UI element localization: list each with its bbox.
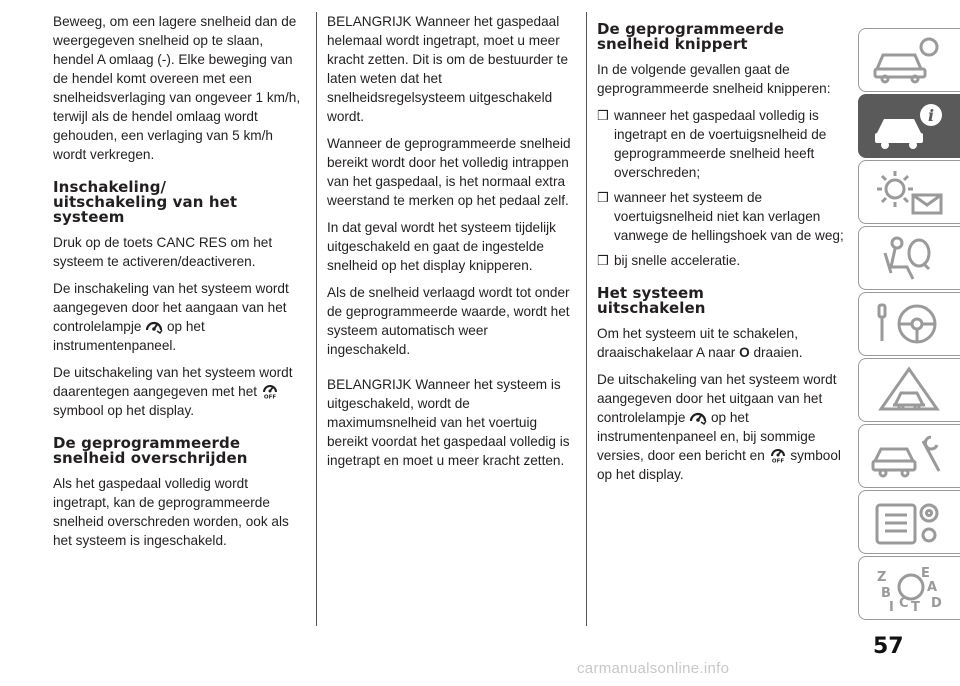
speedometer-off-icon	[769, 447, 787, 463]
speedometer-off-icon	[261, 383, 279, 399]
paragraph: Druk op de toets CANC RES om het systeem te activeren/deactiveren.	[53, 235, 273, 269]
svg-text:I: I	[889, 600, 894, 613]
svg-text:Z: Z	[877, 570, 887, 585]
car-maintenance-icon	[871, 431, 947, 481]
svg-text:E: E	[921, 566, 930, 581]
starting-driving-icon	[871, 299, 947, 349]
section-heading: Het systeem uitschakelen	[597, 284, 706, 317]
paragraph: De uitschakeling van het systeem wordt aangegeven door het uitgaan van het controlelampje op het instrumentenpaneel en, bij sommige versies, door een bericht en OFF symbool op het display.	[597, 372, 841, 482]
column-divider	[316, 12, 317, 626]
svg-text:OFF: OFF	[263, 394, 276, 399]
svg-text:OFF: OFF	[771, 458, 784, 463]
svg-text:D: D	[931, 596, 942, 611]
paragraph: Om het systeem uit te schakelen, draaischakelaar A naar O draaien.	[597, 326, 803, 360]
paragraph: Als de snelheid verlaagd wordt tot onder de geprogrammeerde waarde, wordt het systeem automatisch weer ingeschakeld.	[327, 285, 570, 357]
column-3	[597, 12, 847, 492]
technical-data-icon	[871, 497, 947, 547]
svg-text:A: A	[927, 580, 938, 595]
list-item: ❒ wanneer het gaspedaal volledig is ingetrapt en de voertuigsnelheid de geprogrammeerde snelheid heeft overschreden;	[597, 108, 827, 180]
airbag-seat-icon	[871, 233, 947, 283]
section-heading: De geprogrammeerde snelheid knippert	[597, 20, 785, 53]
speedometer-icon	[689, 409, 707, 425]
paragraph: De inschakeling van het systeem wordt aangegeven door het aangaan van het controlelampje op het instrumentenpaneel.	[53, 281, 289, 353]
watermark: carmanualsonline.info	[577, 660, 730, 677]
section-heading: Inschakeling/ uitschakeling van het systeem	[53, 178, 238, 226]
tab-car-dashboard[interactable]	[858, 28, 960, 92]
column-1	[53, 12, 305, 558]
page-number: 57	[873, 634, 904, 659]
chapter-tabs	[858, 28, 960, 622]
paragraph: In dat geval wordt het systeem tijdelijk uitgeschakeld en gaat de ingestelde snelheid op het display knipperen.	[327, 220, 556, 273]
car-info-icon	[871, 101, 947, 151]
paragraph: De uitschakeling van het systeem wordt daarentegen aangegeven met het OFF symbool op het display.	[53, 365, 293, 418]
road-warning-icon	[871, 365, 947, 415]
checkbox-bullet-icon: ❒	[597, 108, 609, 123]
index-icon	[871, 563, 947, 613]
svg-text:B: B	[881, 586, 891, 601]
warning-lights-icon	[871, 167, 947, 217]
column-2	[327, 12, 573, 478]
tab-index[interactable]	[858, 556, 960, 620]
tab-car-maintenance[interactable]	[858, 424, 960, 488]
tab-technical-data[interactable]	[858, 490, 960, 554]
paragraph: Als het gaspedaal volledig wordt ingetrapt, kan de geprogrammeerde snelheid overschreden worden, ook als het systeem is ingeschakeld.	[53, 476, 289, 548]
list-item: ❒ bij snelle acceleratie.	[597, 253, 741, 268]
checkbox-bullet-icon: ❒	[597, 253, 609, 268]
tab-car-info[interactable]	[858, 94, 960, 158]
section-heading: De geprogrammeerde snelheid overschrijden	[53, 434, 248, 467]
paragraph: BELANGRIJK Wanneer het gaspedaal helemaal wordt ingetrapt, moet u meer kracht zetten. Dit is om de bestuurder te laten weten dat het snelheidsregelsysteem uitgeschakeld wordt.	[327, 14, 569, 124]
paragraph: In de volgende gevallen gaat de geprogrammeerde snelheid knipperen:	[597, 62, 831, 96]
svg-text:C: C	[899, 596, 909, 611]
svg-text:i: i	[927, 106, 935, 125]
paragraph: Wanneer de geprogrammeerde snelheid bereikt wordt door het volledig intrappen van het gaspedaal, is het normaal extra weerstand te merken op het pedaal zelf.	[327, 136, 571, 208]
tab-airbag-seat[interactable]	[858, 226, 960, 290]
speedometer-icon	[145, 318, 163, 334]
tab-road-warning[interactable]	[858, 358, 960, 422]
list-item: ❒ wanneer het systeem de voertuigsnelheid niet kan verlagen vanwege de hellingshoek van de weg;	[597, 190, 844, 243]
svg-text:T: T	[911, 600, 920, 613]
paragraph: BELANGRIJK Wanneer het systeem is uitgeschakeld, wordt de maximumsnelheid van het voertuig bereikt voordat het gaspedaal volledig is ingetrapt en moet u meer kracht zetten.	[327, 377, 570, 468]
tab-starting-driving[interactable]	[858, 292, 960, 356]
paragraph: Beweeg, om een lagere snelheid dan de weergegeven snelheid op te slaan, hendel A omlaag (-). Elke beweging van de hendel komt overeen met een snelheidsverlaging van ongeveer 1 km/h, terwijl als de hendel omlaag wordt gehouden, een verlaging van 5 km/h wordt verkregen.	[53, 14, 301, 162]
tab-warning-lights[interactable]	[858, 160, 960, 224]
checkbox-bullet-icon: ❒	[597, 190, 609, 205]
car-dashboard-icon	[871, 35, 947, 85]
column-divider	[586, 12, 587, 626]
